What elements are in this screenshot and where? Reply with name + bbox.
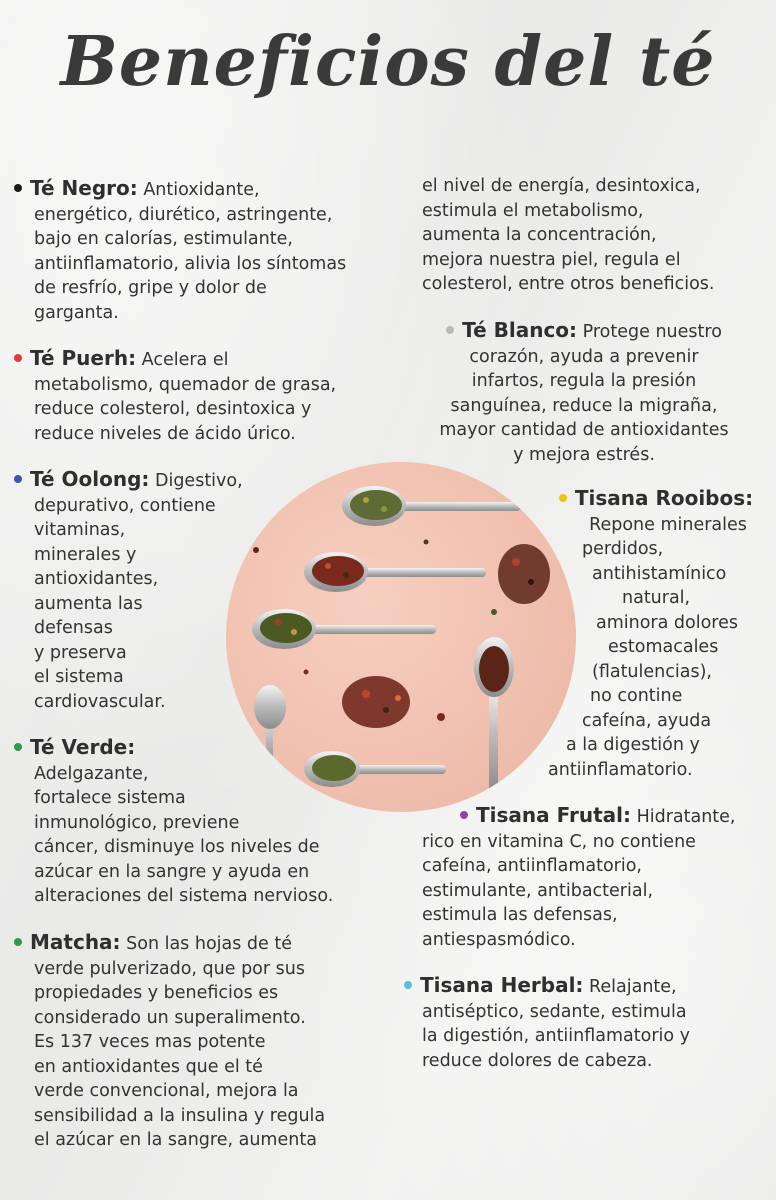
bullet-dot-icon bbox=[14, 475, 22, 483]
tea-line: estimulante, antibacterial, bbox=[422, 880, 654, 901]
tea-line: azúcar en la sangre y ayuda en bbox=[34, 861, 310, 882]
tea-line: a la digestión y bbox=[566, 735, 700, 755]
tea-line: el sistema bbox=[34, 667, 124, 687]
tea-line: el nivel de energía, desintoxica, bbox=[422, 176, 701, 196]
tea-line: alteraciones del sistema nervioso. bbox=[34, 886, 334, 906]
tea-line: Relajante, bbox=[589, 977, 677, 997]
tea-line: Hidratante, bbox=[636, 807, 736, 827]
tea-line: (flatulencias), bbox=[592, 661, 712, 682]
spoon-icon bbox=[304, 751, 446, 787]
tea-line: de resfrío, gripe y dolor de bbox=[34, 278, 267, 298]
tea-line: depurativo, contiene bbox=[34, 495, 216, 516]
tea-puerh bbox=[14, 346, 394, 446]
tea-line: aminora dolores bbox=[596, 612, 738, 633]
bullet-dot-icon bbox=[14, 184, 22, 192]
bullet-dot-icon bbox=[446, 326, 454, 334]
tea-name: Té Verde: bbox=[30, 735, 136, 759]
tea-spoons-illustration bbox=[226, 462, 576, 812]
tea-line: verde pulverizado, que por sus bbox=[34, 958, 305, 979]
tea-line: perdidos, bbox=[582, 539, 664, 559]
tea-line: fortalece sistema bbox=[34, 788, 186, 808]
spoon-icon bbox=[304, 552, 486, 592]
tea-line: Es 137 veces mas potente bbox=[34, 1032, 266, 1052]
tea-line: Repone minerales bbox=[589, 514, 747, 535]
tea-line: reduce dolores de cabeza. bbox=[422, 1050, 653, 1071]
tea-line: Adelgazante, bbox=[34, 763, 149, 784]
tea-line: antihistamínico bbox=[592, 563, 727, 584]
tea-line: antiinflamatorio, alivia los síntomas bbox=[34, 253, 347, 274]
tea-line: aumenta la concentración, bbox=[422, 225, 657, 245]
tea-line: aumenta las bbox=[34, 593, 143, 614]
tea-name: Té Blanco: bbox=[462, 318, 578, 342]
tea-line: colesterol, entre otros beneficios. bbox=[422, 274, 715, 294]
tea-line: y mejora estrés. bbox=[513, 444, 655, 465]
tea-line: vitaminas, bbox=[34, 520, 126, 540]
tea-line: garganta. bbox=[34, 302, 119, 323]
tea-line: Digestivo, bbox=[154, 471, 243, 491]
tea-line: antiséptico, sedante, estimula bbox=[422, 1001, 687, 1022]
tea-line: defensas bbox=[34, 618, 113, 638]
tea-spoons-photo bbox=[226, 462, 576, 812]
tea-herbal bbox=[404, 973, 772, 1073]
bullet-dot-icon bbox=[460, 811, 468, 819]
tea-matcha-continued bbox=[422, 174, 772, 297]
tea-line: inmunológico, previene bbox=[34, 812, 240, 833]
tea-line: reduce colesterol, desintoxica y bbox=[34, 399, 312, 419]
tea-line: no contine bbox=[590, 686, 683, 706]
tea-line: la digestión, antiinflamatorio y bbox=[422, 1026, 691, 1046]
tea-line: infartos, regula la presión bbox=[471, 371, 697, 391]
tea-line: antiinflamatorio. bbox=[548, 759, 693, 780]
tea-line: minerales y bbox=[34, 544, 137, 565]
tea-line: Acelera el bbox=[141, 350, 229, 370]
tea-line: en antioxidantes que el té bbox=[34, 1056, 263, 1077]
tea-name: Tisana Rooibos: bbox=[574, 486, 754, 510]
tea-line: corazón, ayuda a prevenir bbox=[469, 346, 699, 367]
tea-line: reduce niveles de ácido úrico. bbox=[34, 423, 296, 444]
tea-line: antioxidantes, bbox=[34, 569, 159, 589]
bullet-dot-icon bbox=[559, 494, 567, 502]
spoon-icon bbox=[474, 637, 514, 792]
tea-line: considerado un superalimento. bbox=[34, 1007, 306, 1028]
bullet-dot-icon bbox=[14, 743, 22, 751]
spoon-icon bbox=[342, 486, 521, 526]
tea-line: cafeína, ayuda bbox=[582, 710, 712, 731]
loose-tea-pile bbox=[342, 676, 410, 728]
tea-negro bbox=[14, 176, 394, 325]
tea-name: Matcha: bbox=[30, 930, 121, 954]
tea-line: estimula el metabolismo, bbox=[422, 200, 644, 221]
tea-line: el azúcar en la sangre, aumenta bbox=[34, 1130, 317, 1150]
bullet-dot-icon bbox=[14, 938, 22, 946]
tea-line: propiedades y beneficios es bbox=[34, 983, 279, 1003]
tea-line: mayor cantidad de antioxidantes bbox=[439, 420, 729, 440]
bullet-dot-icon bbox=[404, 981, 412, 989]
page-title: Beneficios del té bbox=[60, 22, 716, 102]
tea-line: mejora nuestra piel, regula el bbox=[422, 249, 681, 270]
tea-line: Antioxidante, bbox=[143, 180, 260, 200]
tea-name: Tisana Herbal: bbox=[420, 973, 584, 997]
bullet-dot-icon bbox=[14, 354, 22, 362]
tea-line: y preserva bbox=[34, 642, 127, 663]
tea-line: rico en vitamina C, no contiene bbox=[422, 831, 696, 852]
tea-name: Té Negro: bbox=[30, 176, 138, 200]
tea-frutal bbox=[422, 803, 772, 952]
tea-matcha bbox=[14, 930, 394, 1153]
tea-line: Protege nuestro bbox=[582, 322, 722, 342]
tea-name: Tisana Frutal: bbox=[476, 803, 631, 827]
tea-line: estimula las defensas, bbox=[422, 905, 618, 925]
tea-line: energético, diurético, astringente, bbox=[34, 204, 333, 225]
tea-line: verde convencional, mejora la bbox=[34, 1081, 299, 1101]
spoon-icon bbox=[252, 609, 436, 649]
tea-name: Té Oolong: bbox=[30, 467, 150, 491]
tea-line: natural, bbox=[622, 588, 691, 608]
tea-line: estomacales bbox=[608, 637, 719, 657]
tea-line: sanguínea, reduce la migraña, bbox=[450, 395, 718, 416]
tea-line: bajo en calorías, estimulante, bbox=[34, 229, 293, 249]
tea-line: metabolismo, quemador de grasa, bbox=[34, 374, 337, 395]
tea-line: cafeína, antiinflamatorio, bbox=[422, 856, 642, 876]
tea-line: cáncer, disminuye los niveles de bbox=[34, 837, 320, 857]
tea-line: antiespasmódico. bbox=[422, 929, 576, 950]
tea-line: Son las hojas de té bbox=[126, 934, 292, 954]
tea-line: cardiovascular. bbox=[34, 691, 166, 712]
tea-line: sensibilidad a la insulina y regula bbox=[34, 1105, 326, 1126]
loose-tea-pile bbox=[498, 544, 550, 604]
tea-name: Té Puerh: bbox=[30, 346, 137, 370]
tea-blanco bbox=[396, 318, 772, 467]
